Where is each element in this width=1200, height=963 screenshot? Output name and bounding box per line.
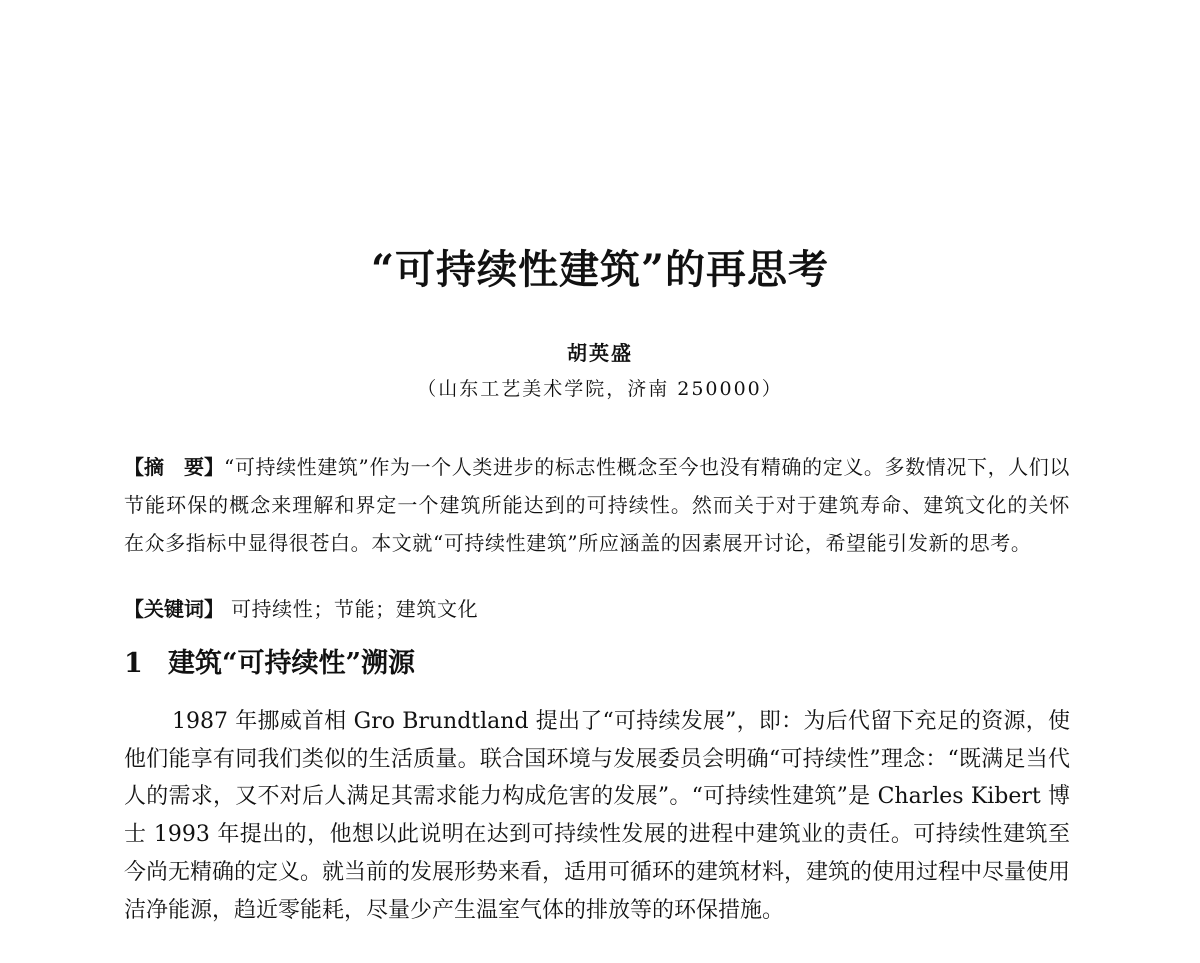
paper-title: “可持续性建筑”的再思考 [370, 246, 829, 293]
abstract [124, 448, 1070, 562]
keywords-text: 可持续性；节能；建筑文化 [230, 597, 479, 621]
keywords-label: 【关键词】 [124, 597, 224, 621]
author-name: 胡英盛 [567, 341, 633, 365]
section-body-paragraph: 1987 年挪威首相 Gro Brundtland 提出了“可持续发展”，即：为后代留下充足的资源，使他们能享有同我们类似的生活质量。联合国环境与发展委员会明确“可持续性”理念：“既满足当代人的需求，又不对后人满足其需求能力构成危害的发展”。“可持续性建筑”是 Charles Kibert 博士 1993 年提出的，他想以此说明在达到可持续性发展的进程中建筑业的责任。可持续性建筑至今尚无精确的定义。就当前的发展形势来看，适用可循环的建筑材料，建筑的使用过程中尽量使用洁净能源，趋近零能耗，尽量少产生温室气体的排放等的环保措施。 [124, 709, 1071, 923]
abstract-label: 【摘 要】 [124, 455, 225, 479]
section-number: 1 [124, 648, 143, 679]
author-affiliation: （山东工艺美术学院，济南 250000） [417, 378, 783, 400]
keywords [124, 590, 1070, 628]
section-title: 建筑“可持续性”溯源 [168, 648, 416, 679]
abstract-text: “可持续性建筑”作为一个人类进步的标志性概念至今也没有精确的定义。多数情况下，人们以节能环保的概念来理解和界定一个建筑所能达到的可持续性。然而关于对于建筑寿命、建筑文化的关怀在众多指标中显得很苍白。本文就“可持续性建筑”所应涵盖的因素展开讨论，希望能引发新的思考。 [124, 455, 1071, 555]
section-heading [124, 642, 1070, 686]
